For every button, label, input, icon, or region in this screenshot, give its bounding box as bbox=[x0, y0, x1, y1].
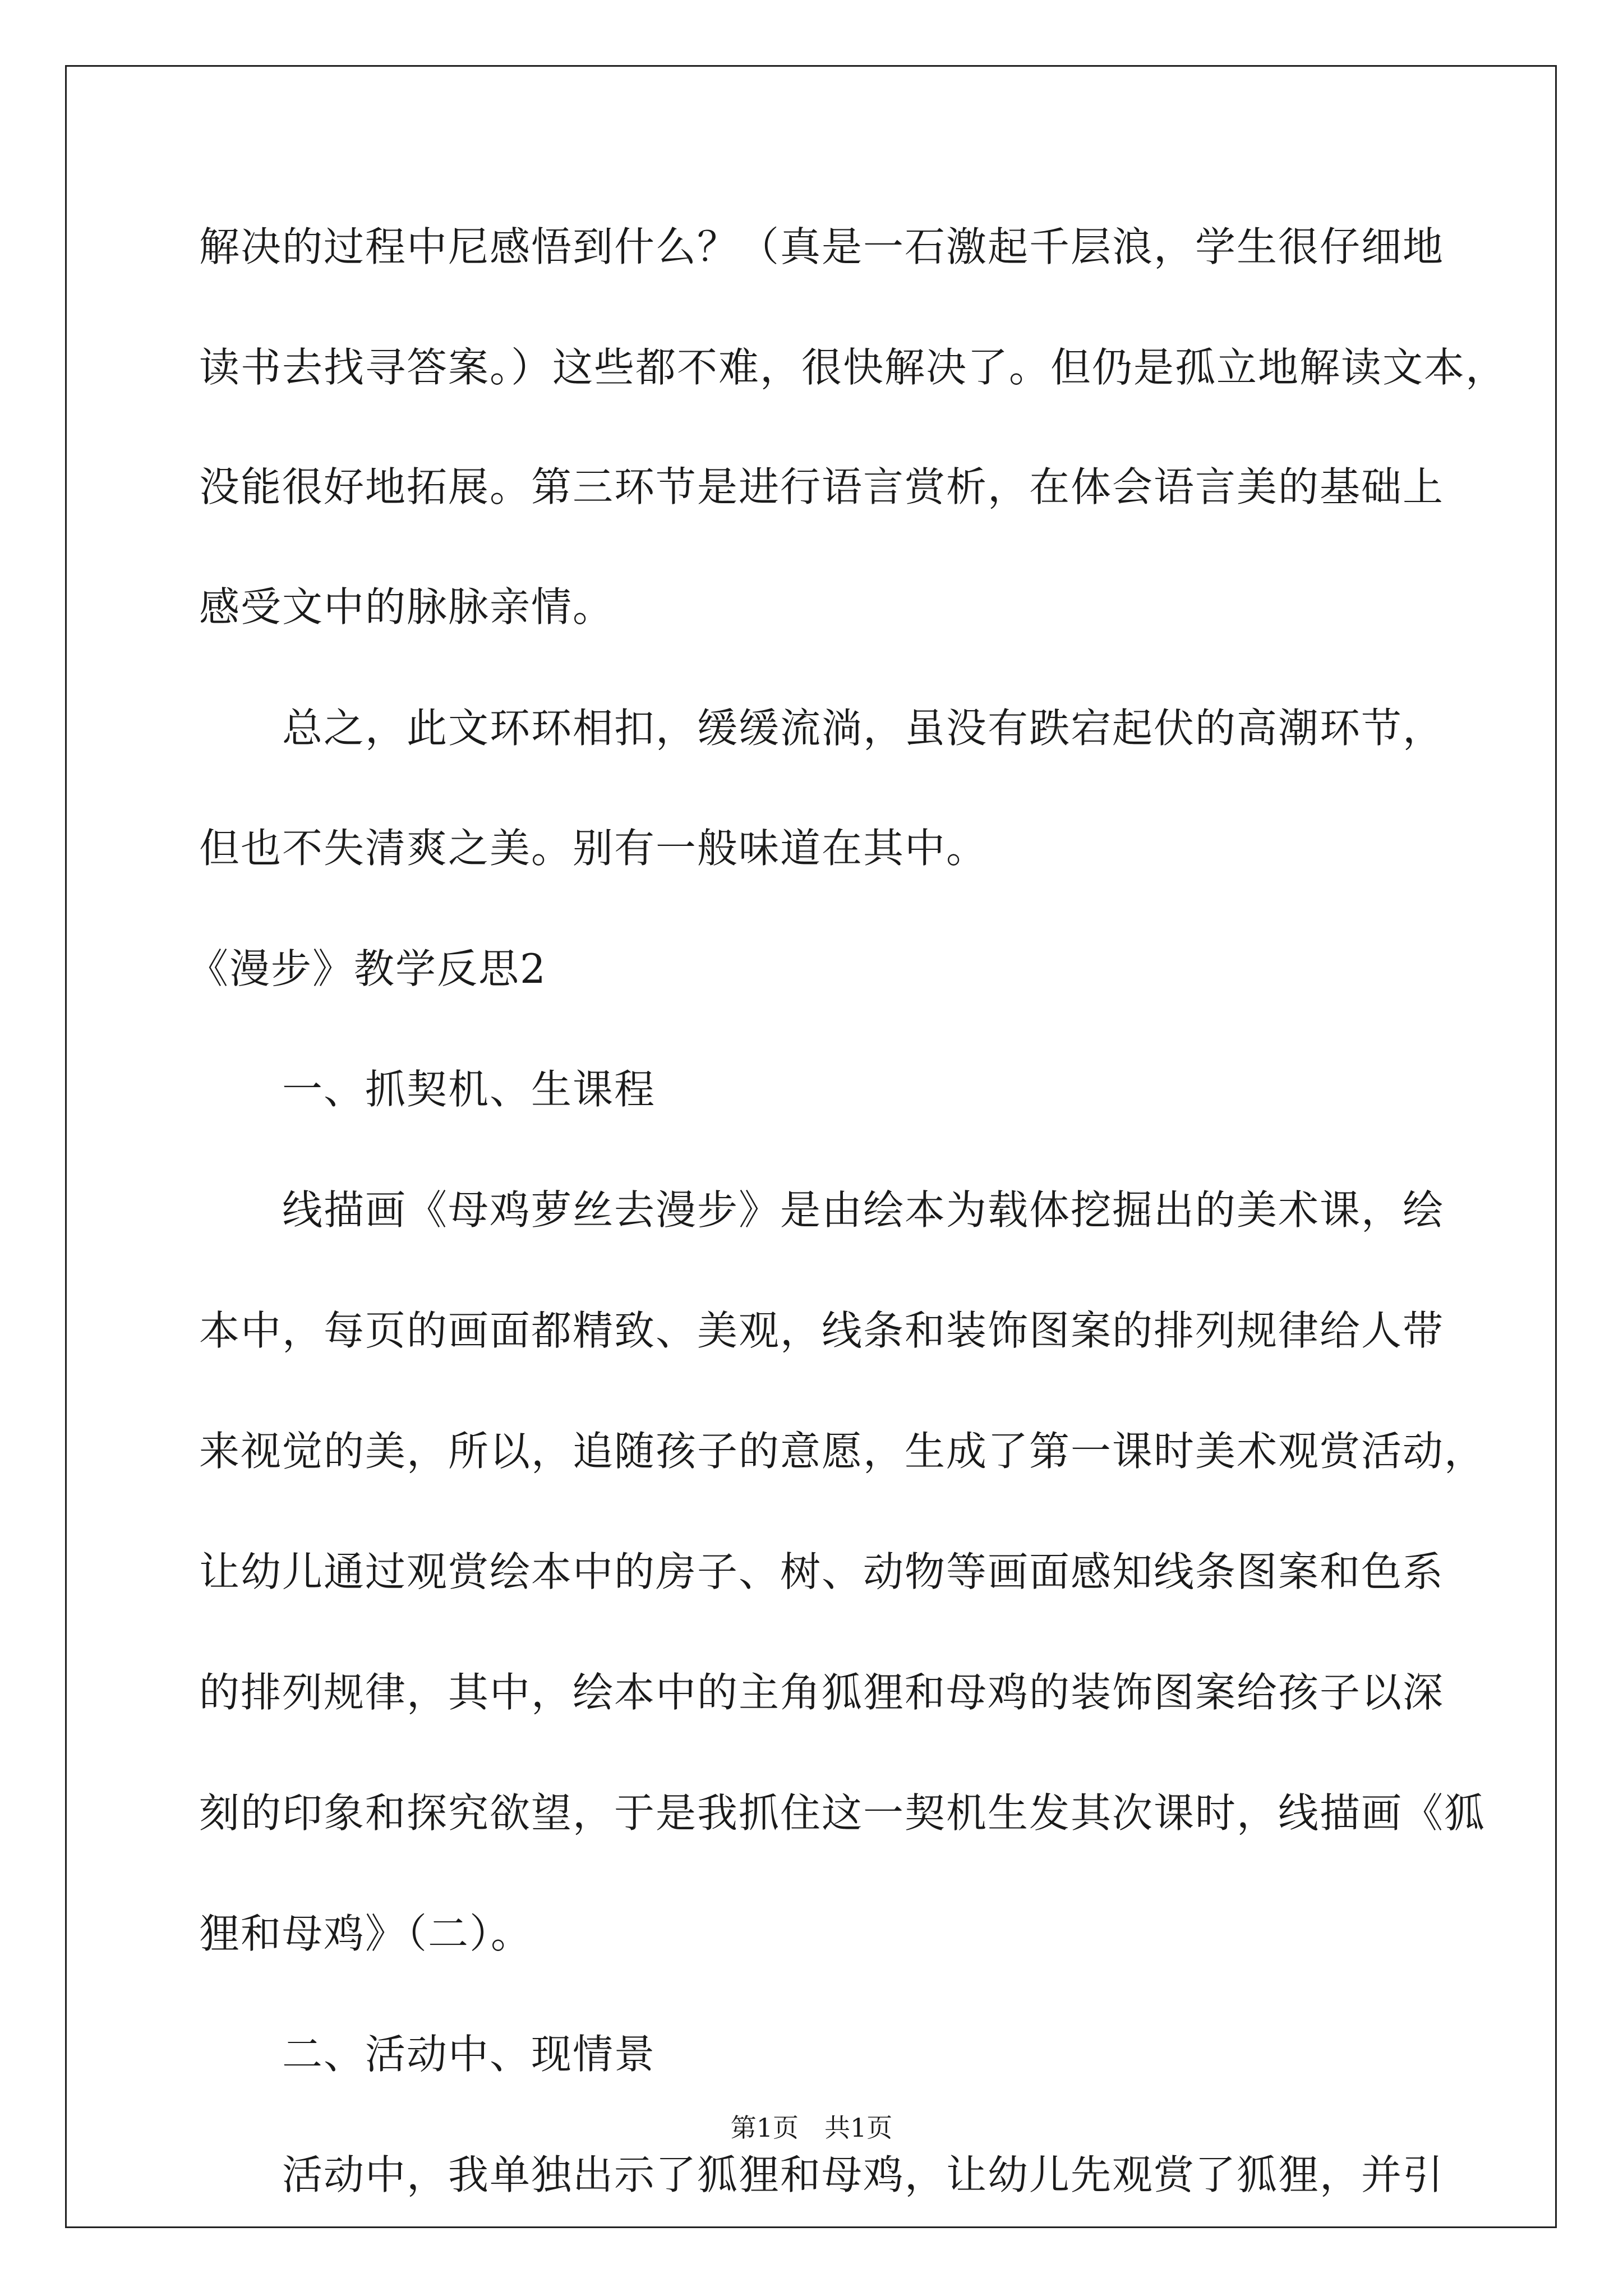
text-line: 让幼儿通过观赏绘本中的房子、树、动物等画面感知线条图案和色系 bbox=[199, 1548, 1445, 1595]
text-line: 但也不失清爽之美。别有一般味道在其中。 bbox=[199, 825, 988, 872]
text-line: 读书去找寻答案。）这些都不难，很快解决了。但仍是孤立地解读文本， bbox=[199, 344, 1507, 391]
text-line: 一、抓契机、生课程 bbox=[199, 1066, 656, 1113]
text-line: 线描画《母鸡萝丝去漫步》是由绘本为载体挖掘出的美术课，绘 bbox=[199, 1186, 1445, 1234]
text-line: 刻的印象和探究欲望，于是我抓住这一契机生发其次课时，线描画《狐 bbox=[199, 1789, 1486, 1837]
text-line: 二、活动中、现情景 bbox=[199, 2031, 656, 2078]
text-line: 感受文中的脉脉亲情。 bbox=[199, 583, 615, 631]
section-heading: 《漫步》教学反思2 bbox=[188, 945, 547, 992]
text-line: 没能很好地拓展。第三环节是进行语言赏析，在体会语言美的基础上 bbox=[199, 463, 1445, 510]
text-line: 活动中，我单独出示了狐狸和母鸡，让幼儿先观赏了狐狸，并引 bbox=[199, 2151, 1445, 2198]
text-line: 解决的过程中尼感悟到什么？（真是一石激起千层浪，学生很仔细地 bbox=[199, 223, 1445, 270]
text-line: 来视觉的美，所以，追随孩子的意愿，生成了第一课时美术观赏活动， bbox=[199, 1428, 1486, 1475]
text-line: 狸和母鸡》（二）。 bbox=[199, 1910, 533, 1957]
page-footer: 第1页 共1页 bbox=[730, 2113, 893, 2143]
text-line: 本中，每页的画面都精致、美观，线条和装饰图案的排列规律给人带 bbox=[199, 1307, 1445, 1354]
text-line: 总之，此文环环相扣，缓缓流淌，虽没有跌宕起伏的高潮环节， bbox=[199, 705, 1445, 752]
text-line: 的排列规律，其中，绘本中的主角狐狸和母鸡的装饰图案给孩子以深 bbox=[199, 1669, 1445, 1716]
